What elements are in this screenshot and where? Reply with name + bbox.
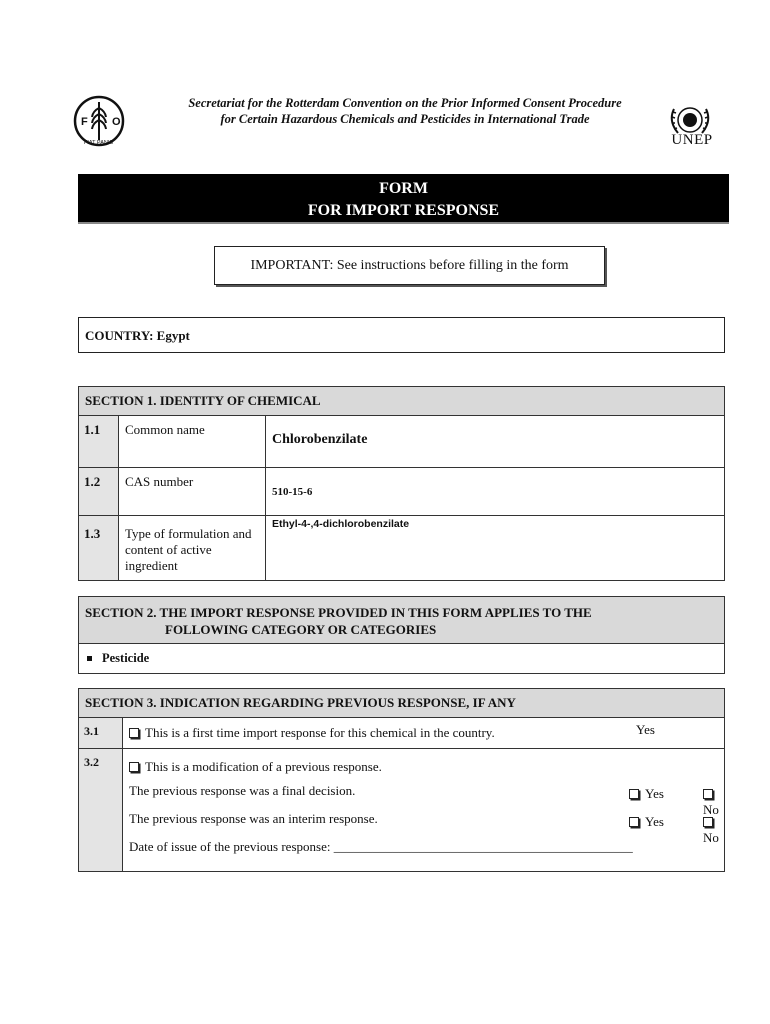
first-time-checkbox[interactable] (129, 728, 139, 738)
interim-no-option (703, 814, 724, 846)
common-name-value: Chlorobenzilate (266, 416, 725, 468)
final-decision-yes-option (629, 786, 664, 802)
modification-text: This is a modification of a previous response. (145, 759, 382, 774)
first-time-answer: Yes (636, 722, 655, 737)
interim-no-checkbox[interactable] (703, 817, 713, 827)
yes-label: Yes (645, 786, 664, 801)
form-title-bar (78, 174, 729, 224)
fao-logo-icon (72, 92, 126, 150)
section-1-header: SECTION 1. IDENTITY OF CHEMICAL (79, 387, 725, 416)
row-number: 3.1 (79, 718, 123, 749)
final-decision-no-checkbox[interactable] (703, 789, 713, 799)
yes-label: Yes (645, 814, 664, 829)
important-note: IMPORTANT: See instructions before filling in the form (214, 246, 605, 285)
table-row (79, 516, 725, 581)
table-row (79, 468, 725, 516)
secretariat-line-2: for Certain Hazardous Chemicals and Pesticides in International Trade (220, 112, 590, 126)
row-number: 1.1 (79, 416, 119, 468)
table-row (79, 749, 725, 872)
interim-yes-checkbox[interactable] (629, 817, 639, 827)
section-2-table (78, 596, 725, 674)
interim-response-label: The previous response was an interim response. (129, 811, 378, 826)
modification-checkbox[interactable] (129, 762, 139, 772)
common-name-label: Common name (119, 416, 266, 468)
row-number: 1.3 (79, 516, 119, 581)
cas-number-label: CAS number (119, 468, 266, 516)
no-label: No (703, 802, 719, 817)
interim-yes-option (629, 814, 664, 830)
row-number: 3.2 (79, 749, 123, 872)
section-2-header-line-2: FOLLOWING CATEGORY OR CATEGORIES (165, 622, 437, 637)
first-time-response-row (123, 718, 725, 749)
modification-row (123, 749, 725, 872)
section-2-header (79, 597, 725, 644)
row-number: 1.2 (79, 468, 119, 516)
section-2-header-line-1: SECTION 2. THE IMPORT RESPONSE PROVIDED IN THIS FORM APPLIES TO THE (85, 605, 592, 620)
table-row (79, 416, 725, 468)
secretariat-line-1: Secretariat for the Rotterdam Convention on the Prior Informed Consent Procedure (188, 96, 622, 110)
unep-logo-text: UNEP (671, 132, 713, 148)
svg-text:O: O (112, 116, 121, 128)
bullet-icon (87, 656, 92, 661)
previous-response-date-field[interactable]: Date of issue of the previous response: ______________________________________________ (129, 839, 633, 854)
formulation-label: Type of formulation and content of active ingredient (119, 516, 266, 581)
fao-logo-text: FIAT PANIS (84, 140, 114, 146)
svg-text:F: F (81, 116, 88, 128)
secretariat-heading (150, 95, 660, 127)
first-time-text: This is a first time import response for this chemical in the country. (145, 725, 495, 740)
final-decision-yes-checkbox[interactable] (629, 789, 639, 799)
cas-number-value: 510-15-6 (266, 468, 725, 516)
form-title-line-1: FORM (379, 180, 428, 197)
country-field: COUNTRY: Egypt (78, 317, 725, 353)
category-label: Pesticide (102, 651, 150, 665)
final-decision-label: The previous response was a final decision. (129, 783, 356, 798)
table-row (79, 718, 725, 749)
section-1-table (78, 386, 725, 581)
no-label: No (703, 830, 719, 845)
form-title-line-2: FOR IMPORT RESPONSE (307, 202, 500, 219)
section-3-header: SECTION 3. INDICATION REGARDING PREVIOUS RESPONSE, IF ANY (79, 689, 725, 718)
section-3-table (78, 688, 725, 872)
category-item (79, 644, 725, 674)
modification-option (129, 759, 382, 775)
formulation-value: Ethyl-4-,4-dichlorobenzilate (266, 516, 725, 581)
